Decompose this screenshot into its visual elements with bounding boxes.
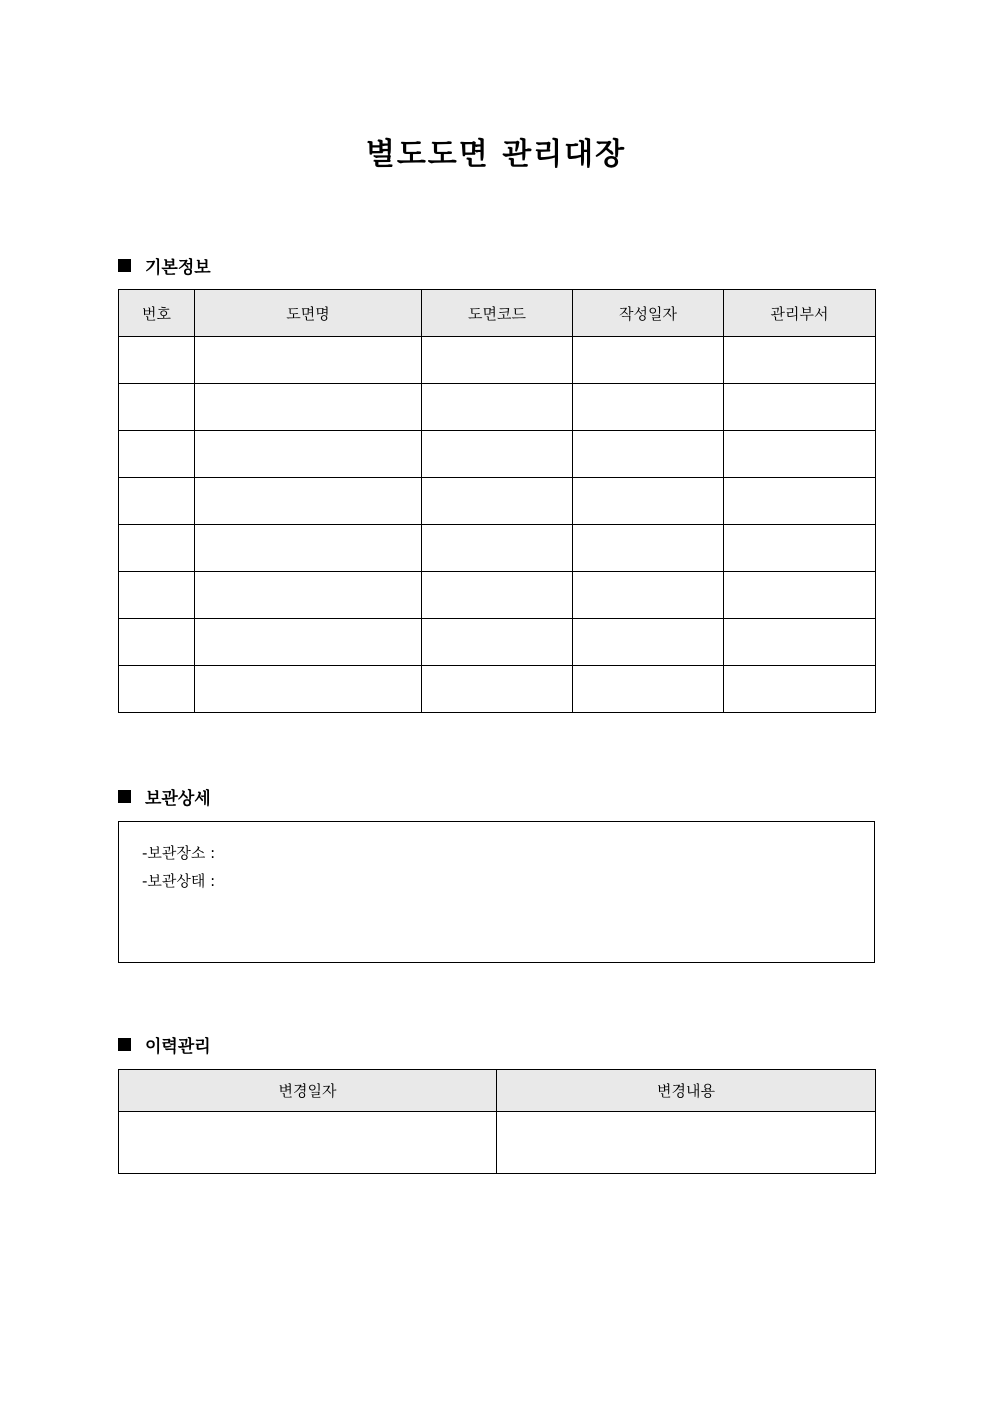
table-cell[interactable]	[573, 337, 724, 384]
table-header-row	[119, 290, 876, 337]
storage-detail-box	[118, 821, 875, 963]
table-cell[interactable]	[422, 337, 573, 384]
square-bullet-icon	[118, 790, 131, 803]
table-cell[interactable]	[119, 619, 195, 666]
table-row	[119, 619, 876, 666]
table-cell[interactable]	[724, 337, 876, 384]
table-cell[interactable]	[119, 337, 195, 384]
column-header-change-content: 변경내용	[497, 1070, 876, 1112]
table-cell[interactable]	[195, 431, 422, 478]
storage-status-line	[142, 870, 215, 891]
table-row	[119, 572, 876, 619]
table-cell[interactable]	[724, 384, 876, 431]
section-heading-label: 이력관리	[145, 1036, 211, 1057]
table-cell[interactable]	[119, 478, 195, 525]
table-cell[interactable]	[422, 478, 573, 525]
square-bullet-icon	[118, 259, 131, 272]
table-cell[interactable]	[422, 619, 573, 666]
table-row	[119, 525, 876, 572]
table-row	[119, 431, 876, 478]
storage-location-label: -보관장소 :	[142, 844, 216, 862]
table-cell[interactable]	[724, 525, 876, 572]
table-cell[interactable]	[422, 525, 573, 572]
storage-status-label: -보관상태 :	[142, 872, 216, 890]
history-table	[118, 1069, 876, 1174]
table-cell[interactable]	[119, 1112, 497, 1174]
table-cell[interactable]	[573, 384, 724, 431]
basic-info-table	[118, 289, 876, 713]
table-cell[interactable]	[573, 572, 724, 619]
section-heading-label: 보관상세	[145, 788, 211, 809]
table-cell[interactable]	[422, 384, 573, 431]
table-cell[interactable]	[573, 525, 724, 572]
column-header-created-date: 작성일자	[573, 290, 724, 337]
table-cell[interactable]	[119, 666, 195, 713]
column-header-change-date: 변경일자	[119, 1070, 497, 1112]
section-heading-history	[118, 1032, 211, 1056]
table-row	[119, 337, 876, 384]
table-cell[interactable]	[724, 572, 876, 619]
section-heading-storage	[118, 784, 211, 808]
table-cell[interactable]	[573, 478, 724, 525]
table-cell[interactable]	[119, 572, 195, 619]
column-header-drawing-name: 도면명	[195, 290, 422, 337]
page-title: 별도도면 관리대장	[365, 137, 627, 172]
table-cell[interactable]	[195, 525, 422, 572]
table-cell[interactable]	[119, 431, 195, 478]
storage-location-line	[142, 842, 215, 863]
table-row	[119, 666, 876, 713]
table-cell[interactable]	[724, 431, 876, 478]
table-cell[interactable]	[724, 666, 876, 713]
table-cell[interactable]	[195, 666, 422, 713]
table-row	[119, 478, 876, 525]
table-cell[interactable]	[573, 431, 724, 478]
table-cell[interactable]	[195, 478, 422, 525]
table-cell[interactable]	[497, 1112, 876, 1174]
table-cell[interactable]	[724, 619, 876, 666]
section-heading-label: 기본정보	[145, 257, 211, 278]
table-cell[interactable]	[119, 525, 195, 572]
column-header-drawing-code: 도면코드	[422, 290, 573, 337]
table-row	[119, 384, 876, 431]
table-cell[interactable]	[195, 337, 422, 384]
table-cell[interactable]	[195, 619, 422, 666]
table-header-row	[119, 1070, 876, 1112]
table-cell[interactable]	[195, 384, 422, 431]
table-row	[119, 1112, 876, 1174]
table-cell[interactable]	[119, 384, 195, 431]
table-cell[interactable]	[195, 572, 422, 619]
square-bullet-icon	[118, 1038, 131, 1051]
table-cell[interactable]	[422, 572, 573, 619]
table-cell[interactable]	[573, 619, 724, 666]
column-header-number: 번호	[119, 290, 195, 337]
table-cell[interactable]	[573, 666, 724, 713]
column-header-department: 관리부서	[724, 290, 876, 337]
section-heading-basic-info	[118, 253, 211, 277]
table-cell[interactable]	[422, 431, 573, 478]
table-cell[interactable]	[422, 666, 573, 713]
table-cell[interactable]	[724, 478, 876, 525]
